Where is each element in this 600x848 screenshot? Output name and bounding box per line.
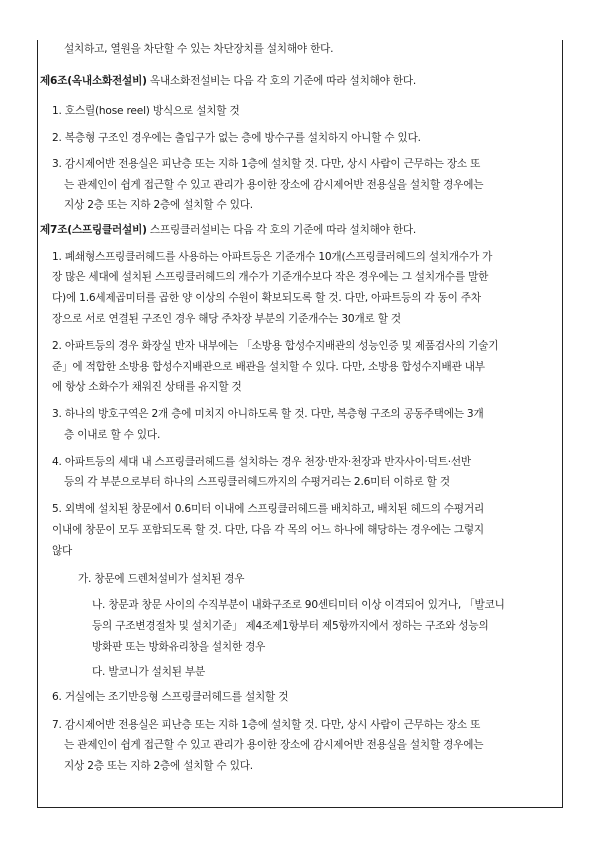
sub-item-line: 가. 창문에 드렌처설비가 설치된 경우 xyxy=(78,573,245,585)
article-7-title: 제7조(스프링클러설비) xyxy=(40,224,147,236)
text-line: 준」에 적합한 소방용 합성수지배관으로 배관을 설치할 수 있다. 다만, 소방용 합성수지배관 내부 xyxy=(52,361,485,373)
text-line: 7. 감시제어반 전용실은 피난층 또는 지하 1층에 설치할 것. 다만, 상시 사람이 근무하는 장소 또 xyxy=(52,719,481,731)
text-line: 않다 xyxy=(52,545,73,557)
text-line: 5. 외벽에 설치된 창문에서 0.6미터 이내에 스프링클러헤드를 배치하고, 배치된 헤드의 수평거리 xyxy=(52,503,485,515)
sub-item-line: 등의 구조변경절차 및 설치기준」 제4조제1항부터 제5항까지에서 정하는 구조와 성능의 xyxy=(92,620,489,632)
text-line: 2. 복층형 구조인 경우에는 출입구가 없는 층에 방수구를 설치하지 아니할 수 있다. xyxy=(52,132,421,144)
article-6-intro: 옥내소화전설비는 다음 각 호의 기준에 따라 설치해야 한다. xyxy=(146,75,417,87)
text-line: 이내에 창문이 모두 포함되도록 할 것. 다만, 다음 각 목의 어느 하나에 해당하는 경우에는 그렇지 xyxy=(52,524,484,536)
text-line: 층 이내로 할 수 있다. xyxy=(64,429,161,441)
text-line: 3. 하나의 방호구역은 2개 층에 미치지 아니하도록 할 것. 다만, 복층형 구조의 공동주택에는 3개 xyxy=(52,408,484,420)
text-line: 장으로 서로 연결된 구조인 경우 해당 주차장 부분의 기준개수는 30개로 할 것 xyxy=(52,313,401,325)
article-7-intro: 스프링클러설비는 다음 각 호의 기준에 따라 설치해야 한다. xyxy=(146,224,417,236)
article-6-title: 제6조(옥내소화전설비) xyxy=(40,75,147,87)
text-line: 는 관제인이 쉽게 접근할 수 있고 관리가 용이한 장소에 감시제어반 전용실을 설치할 경우에는 xyxy=(64,179,484,191)
sub-item-line: 방화판 또는 방화유리창을 설치한 경우 xyxy=(92,641,266,653)
text-line: 4. 아파트등의 세대 내 스프링클러헤드를 설치하는 경우 천장·반자·천장과 반자사이·덕트·선반 xyxy=(52,456,471,468)
article-6-line xyxy=(40,74,416,88)
text-line: 장 많은 세대에 설치된 스프링클러헤드의 개수가 기준개수보다 작은 경우에는 그 설치개수를 말한 xyxy=(52,271,489,283)
text-line: 1. 폐쇄형스프링클러헤드를 사용하는 아파트등은 기준개수 10개(스프링클러헤드의 설치개수가 가 xyxy=(52,251,493,263)
text-line: 다)에 1.6세제곱미터를 곱한 양 이상의 수원이 확보되도록 할 것. 다만, 아파트등의 각 동이 주차 xyxy=(52,292,481,304)
text-line: 지상 2층 또는 지하 2층에 설치할 수 있다. xyxy=(64,760,253,772)
text-line: 6. 거실에는 조기반응형 스프링클러헤드를 설치할 것 xyxy=(52,691,289,703)
text-line: 3. 감시제어반 전용실은 피난층 또는 지하 1층에 설치할 것. 다만, 상시 사람이 근무하는 장소 또 xyxy=(52,158,481,170)
text-line: 2. 아파트등의 경우 화장실 반자 내부에는 「소방용 합성수지배관의 성능인증 및 제품검사의 기술기 xyxy=(52,340,499,352)
text-line: 지상 2층 또는 지하 2층에 설치할 수 있다. xyxy=(64,199,253,211)
sub-item-line: 나. 창문과 창문 사이의 수직부분이 내화구조로 90센티미터 이상 이격되어 있거나, 「발코니 xyxy=(92,599,505,611)
text-line: 설치하고, 열원을 차단할 수 있는 차단장치를 설치해야 한다. xyxy=(64,43,334,55)
sub-item-line: 다. 발코니가 설치된 부분 xyxy=(92,666,206,678)
text-line: 등의 각 부분으로부터 하나의 스프링클러헤드까지의 수평거리는 2.6미터 이하로 할 것 xyxy=(64,476,450,488)
text-line: 는 관제인이 쉽게 접근할 수 있고 관리가 용이한 장소에 감시제어반 전용실을 설치할 경우에는 xyxy=(64,739,484,751)
article-7-line xyxy=(40,223,416,237)
text-line: 1. 호스릴(hose reel) 방식으로 설치할 것 xyxy=(52,105,240,117)
text-line: 에 항상 소화수가 채워진 상태를 유지할 것 xyxy=(52,381,242,393)
